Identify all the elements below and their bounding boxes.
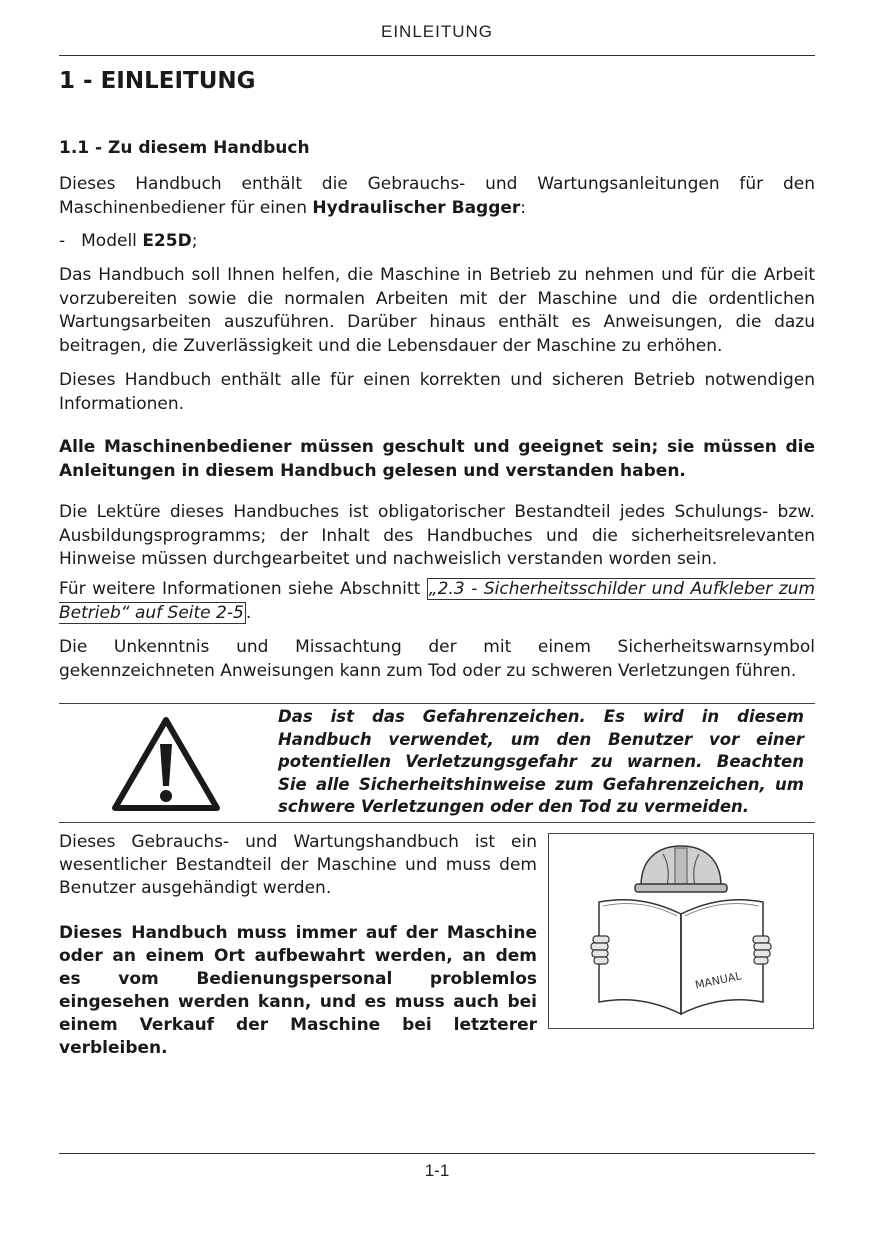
page-number: 1-1 <box>424 1161 450 1180</box>
warning-triangle-icon <box>111 716 221 812</box>
manual-cover-label: MANUAL <box>693 969 743 992</box>
header-divider <box>59 55 815 56</box>
paragraph-manual-part: Dieses Gebrauchs- und Wartungshandbuch ist ein wesentlicher Bestandteil der Maschine und muss dem Benutzer ausgehändigt werden. <box>59 832 537 898</box>
paragraph-purpose: Das Handbuch soll Ihnen helfen, die Maschine in Betrieb zu nehmen und für die Arbeit vorzubereiten sowie die normalen Arbeiten mit der Maschine und die ordentlichen Wartungsarbeiten auszuführen. Darüber hinaus enthält es Anweisungen, die dazu beitragen, die Zuverlässigkeit und die Lebensdauer der Maschine zu erhöhen. <box>59 265 815 356</box>
model-name: E25D <box>142 231 192 251</box>
model-list-item: - Modell E25D; <box>59 231 198 251</box>
chapter-title: 1 - EINLEITUNG <box>59 68 256 94</box>
running-header: EINLEITUNG <box>380 22 494 41</box>
section-title: 1.1 - Zu diesem Handbuch <box>59 138 310 158</box>
paragraph-consequences: Die Unkenntnis und Missachtung der mit einem Sicherheitswarnsymbol gekennzeichneten Anweisungen kann zum Tod oder zu schweren Verletzungen führen. <box>59 637 815 681</box>
warning-text: Das ist das Gefahrenzeichen. Es wird in diesem Handbuch verwendet, um den Benutzer vor einer potentiellen Verletzungsgefahr zu warnen. Beachten Sie alle Sicherheitshinweise zum Gefahrenzeichen, um schwere Verletzungen oder den Tod zu vermeiden. <box>278 707 804 816</box>
footer-divider <box>59 1153 815 1154</box>
warning-bottom-divider <box>59 822 815 823</box>
paragraph-intro: Dieses Handbuch enthält die Gebrauchs- und Wartungsanleitungen für den Maschinenbediener für einen Hydraulischer Bagger: <box>59 174 815 218</box>
paragraph-training: Die Lektüre dieses Handbuches ist obligatorischer Bestandteil jedes Schulungs- bzw. Ausbildungsprogramms; der Inhalt des Handbuches und die sicherheitsrelevanten Hinweise müssen durchgearbeitet und nachweislich verstanden worden sein. <box>59 502 815 569</box>
paragraph-information: Dieses Handbuch enthält alle für einen korrekten und sicheren Betrieb notwendigen Informationen. <box>59 370 815 414</box>
cross-reference-link[interactable]: „2.3 - Sicherheitsschilder und Aufkleber zum Betrieb“ auf Seite 2-5 <box>59 579 815 623</box>
paragraph-operator-requirement: Alle Maschinenbediener müssen geschult und geeignet sein; sie müssen die Anleitungen in diesem Handbuch gelesen und verstanden haben. <box>59 437 815 481</box>
paragraph-manual-storage: Dieses Handbuch muss immer auf der Maschine oder an einem Ort aufbewahrt werden, an dem es vom Bedienungspersonal problemlos eingesehen werden kann, und es muss auch bei einem Verkauf der Maschine bei letzterer verbleiben. <box>59 923 537 1058</box>
machine-type: Hydraulischer Bagger <box>312 197 521 218</box>
paragraph-reference: Für weitere Informationen siehe Abschnitt „2.3 - Sicherheitsschilder und Aufkleber zum Betrieb“ auf Seite 2-5 . <box>59 579 815 623</box>
warning-top-divider <box>59 703 815 704</box>
worker-reading-manual-icon <box>549 834 812 1027</box>
reading-manual-illustration <box>548 833 814 1029</box>
document-page <box>59 0 815 1241</box>
